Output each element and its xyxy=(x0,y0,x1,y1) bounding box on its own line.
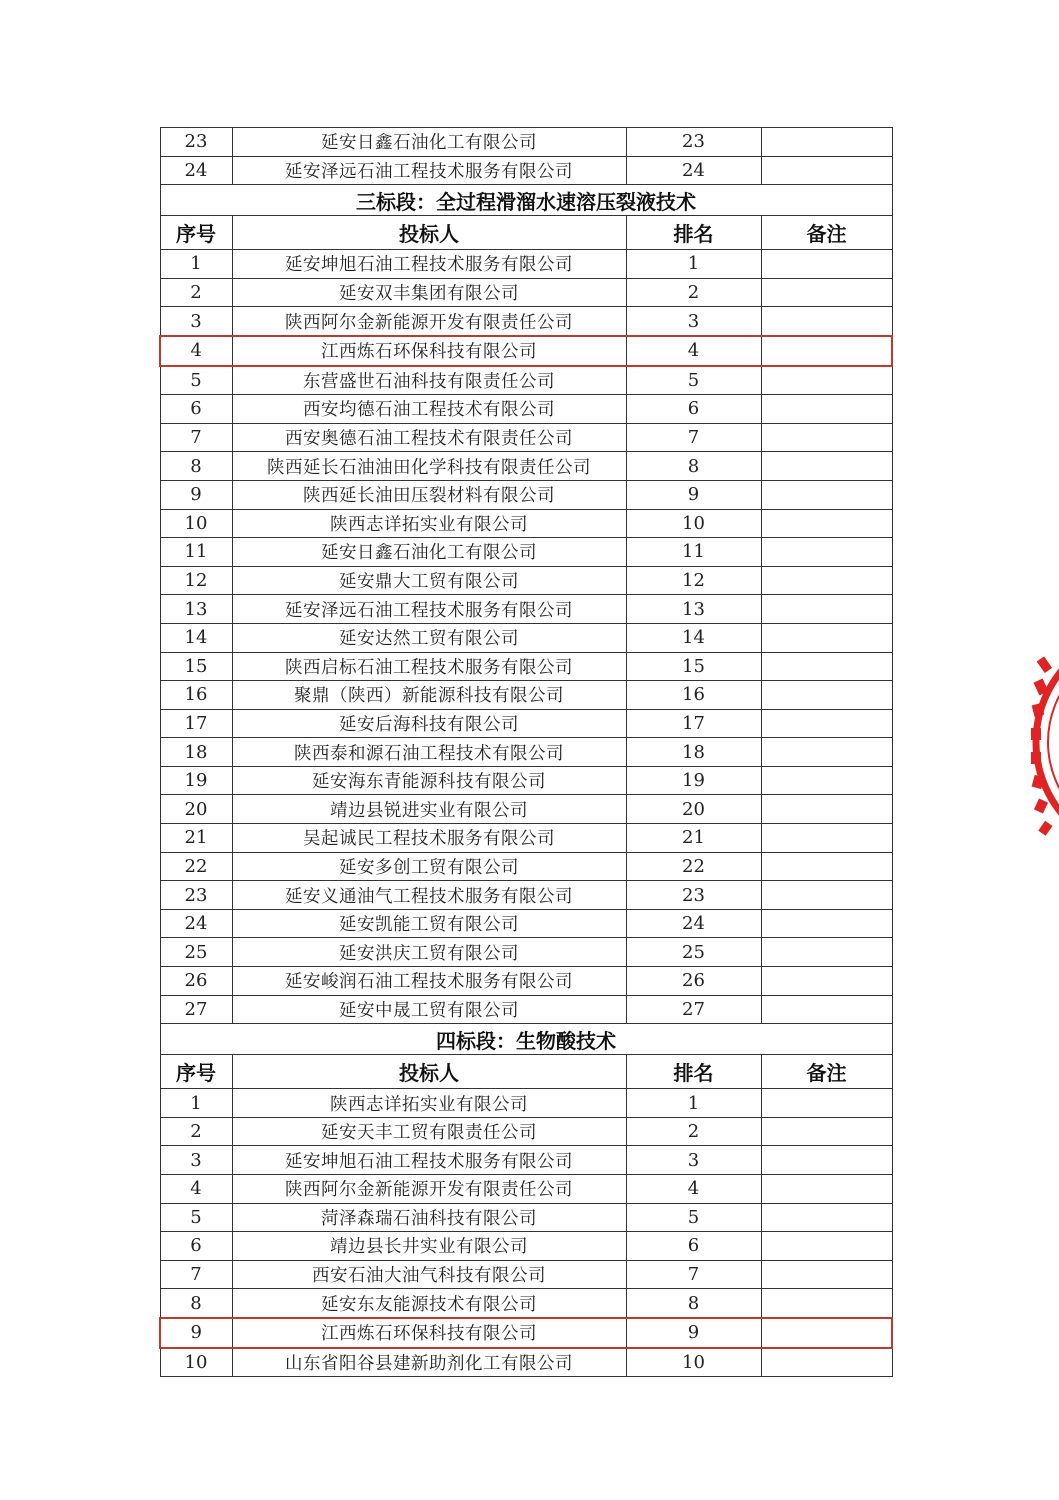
table-row xyxy=(160,852,892,881)
bidder-name: 延安日鑫石油化工有限公司 xyxy=(232,538,626,567)
rank-value: 15 xyxy=(626,652,761,681)
table-row xyxy=(160,1203,892,1232)
rank-value: 23 xyxy=(626,881,761,910)
rank-value: 9 xyxy=(626,1318,761,1348)
header-note: 备注 xyxy=(761,1055,892,1089)
row-number: 9 xyxy=(160,480,232,509)
rank-value: 4 xyxy=(626,336,761,366)
note-cell xyxy=(761,566,892,595)
bidder-name: 延安泽远石油工程技术服务有限公司 xyxy=(232,156,626,185)
section-title: 四标段：生物酸技术 xyxy=(160,1024,892,1055)
rank-value: 12 xyxy=(626,566,761,595)
bidder-name: 聚鼎（陕西）新能源科技有限公司 xyxy=(232,681,626,710)
bidder-name: 延安峻润石油工程技术服务有限公司 xyxy=(232,967,626,996)
table-row xyxy=(160,909,892,938)
note-cell xyxy=(761,967,892,996)
bidder-name: 西安奥德石油工程技术有限责任公司 xyxy=(232,423,626,452)
table-row xyxy=(160,938,892,967)
table-row xyxy=(160,795,892,824)
note-cell xyxy=(761,1260,892,1289)
rank-value: 9 xyxy=(626,480,761,509)
bidder-name: 延安鼎大工贸有限公司 xyxy=(232,566,626,595)
row-number: 4 xyxy=(160,1175,232,1204)
note-cell xyxy=(761,766,892,795)
row-number: 23 xyxy=(160,128,232,157)
table-row xyxy=(160,1260,892,1289)
bidder-name: 陕西启标石油工程技术服务有限公司 xyxy=(232,652,626,681)
rank-value: 26 xyxy=(626,967,761,996)
rank-value: 1 xyxy=(626,250,761,279)
table-row xyxy=(160,156,892,185)
rank-value: 14 xyxy=(626,623,761,652)
header-note: 备注 xyxy=(761,216,892,250)
note-cell xyxy=(761,1117,892,1146)
rank-value: 8 xyxy=(626,1289,761,1318)
bidder-name: 延安双丰集团有限公司 xyxy=(232,278,626,307)
header-rank: 排名 xyxy=(626,1055,761,1089)
bidder-name: 延安坤旭石油工程技术服务有限公司 xyxy=(232,1146,626,1175)
bidder-name: 延安日鑫石油化工有限公司 xyxy=(232,128,626,157)
section-title: 三标段：全过程滑溜水速溶压裂液技术 xyxy=(160,185,892,216)
note-cell xyxy=(761,250,892,279)
table-row xyxy=(160,738,892,767)
note-cell xyxy=(761,452,892,481)
row-number: 13 xyxy=(160,595,232,624)
bidder-name: 吴起诚民工程技术服务有限公司 xyxy=(232,824,626,853)
table-row xyxy=(160,1175,892,1204)
rank-value: 7 xyxy=(626,1260,761,1289)
row-number: 15 xyxy=(160,652,232,681)
row-number: 8 xyxy=(160,1289,232,1318)
header-number: 序号 xyxy=(160,216,232,250)
header-rank: 排名 xyxy=(626,216,761,250)
note-cell xyxy=(761,1289,892,1318)
table-row xyxy=(160,766,892,795)
row-number: 10 xyxy=(160,1348,232,1377)
bidder-name: 山东省阳谷县建新助剂化工有限公司 xyxy=(232,1348,626,1377)
note-cell xyxy=(761,307,892,336)
row-number: 23 xyxy=(160,881,232,910)
row-number: 12 xyxy=(160,566,232,595)
section-title-row xyxy=(160,1024,892,1055)
note-cell xyxy=(761,1232,892,1261)
bidder-name: 延安义通油气工程技术服务有限公司 xyxy=(232,881,626,910)
header-number: 序号 xyxy=(160,1055,232,1089)
bidder-name: 陕西延长油田压裂材料有限公司 xyxy=(232,480,626,509)
row-number: 1 xyxy=(160,250,232,279)
note-cell xyxy=(761,738,892,767)
note-cell xyxy=(761,909,892,938)
row-number: 2 xyxy=(160,278,232,307)
row-number: 25 xyxy=(160,938,232,967)
row-number: 16 xyxy=(160,681,232,710)
bidder-name: 西安石油大油气科技有限公司 xyxy=(232,1260,626,1289)
row-number: 5 xyxy=(160,366,232,395)
table-header-row xyxy=(160,216,892,250)
table-row xyxy=(160,824,892,853)
rank-value: 3 xyxy=(626,1146,761,1175)
note-cell xyxy=(761,366,892,395)
bidder-name: 延安洪庆工贸有限公司 xyxy=(232,938,626,967)
table-row xyxy=(160,1232,892,1261)
bidder-name: 陕西志详拓实业有限公司 xyxy=(232,1089,626,1118)
row-number: 5 xyxy=(160,1203,232,1232)
note-cell xyxy=(761,336,892,366)
bidder-name: 陕西志详拓实业有限公司 xyxy=(232,509,626,538)
row-number: 17 xyxy=(160,709,232,738)
rank-value: 13 xyxy=(626,595,761,624)
table-row xyxy=(160,452,892,481)
bidder-name: 靖边县长井实业有限公司 xyxy=(232,1232,626,1261)
bidder-name: 江西炼石环保科技有限公司 xyxy=(232,336,626,366)
table-row xyxy=(160,681,892,710)
note-cell xyxy=(761,423,892,452)
note-cell xyxy=(761,681,892,710)
note-cell xyxy=(761,538,892,567)
note-cell xyxy=(761,156,892,185)
note-cell xyxy=(761,1318,892,1348)
row-number: 20 xyxy=(160,795,232,824)
note-cell xyxy=(761,824,892,853)
bidder-name: 延安泽远石油工程技术服务有限公司 xyxy=(232,595,626,624)
rank-value: 22 xyxy=(626,852,761,881)
note-cell xyxy=(761,938,892,967)
table-row xyxy=(160,995,892,1024)
table-row xyxy=(160,307,892,336)
official-seal xyxy=(1028,632,1059,852)
table-row xyxy=(160,1146,892,1175)
bidder-name: 延安达然工贸有限公司 xyxy=(232,623,626,652)
rank-value: 5 xyxy=(626,1203,761,1232)
bidder-name: 菏泽森瑞石油科技有限公司 xyxy=(232,1203,626,1232)
row-number: 24 xyxy=(160,156,232,185)
table-row xyxy=(160,623,892,652)
note-cell xyxy=(761,595,892,624)
rank-value: 23 xyxy=(626,128,761,157)
rank-value: 1 xyxy=(626,1089,761,1118)
table-body xyxy=(160,128,892,1377)
note-cell xyxy=(761,1348,892,1377)
row-number: 14 xyxy=(160,623,232,652)
table-row xyxy=(160,423,892,452)
bidder-name: 陕西泰和源石油工程技术有限公司 xyxy=(232,738,626,767)
row-number: 24 xyxy=(160,909,232,938)
section-title-row xyxy=(160,185,892,216)
highlighted-table-row xyxy=(160,1318,892,1348)
rank-value: 6 xyxy=(626,1232,761,1261)
rank-value: 7 xyxy=(626,423,761,452)
bidder-name: 延安东友能源技术有限公司 xyxy=(232,1289,626,1318)
table-row xyxy=(160,967,892,996)
row-number: 19 xyxy=(160,766,232,795)
note-cell xyxy=(761,395,892,424)
note-cell xyxy=(761,278,892,307)
note-cell xyxy=(761,480,892,509)
rank-value: 24 xyxy=(626,156,761,185)
note-cell xyxy=(761,995,892,1024)
table-row xyxy=(160,709,892,738)
rank-value: 21 xyxy=(626,824,761,853)
row-number: 22 xyxy=(160,852,232,881)
bidder-name: 延安中晟工贸有限公司 xyxy=(232,995,626,1024)
note-cell xyxy=(761,623,892,652)
table-row xyxy=(160,278,892,307)
rank-value: 10 xyxy=(626,1348,761,1377)
rank-value: 8 xyxy=(626,452,761,481)
row-number: 8 xyxy=(160,452,232,481)
table-row xyxy=(160,395,892,424)
note-cell xyxy=(761,852,892,881)
table-row xyxy=(160,480,892,509)
row-number: 7 xyxy=(160,423,232,452)
rank-value: 4 xyxy=(626,1175,761,1204)
rank-value: 5 xyxy=(626,366,761,395)
row-number: 11 xyxy=(160,538,232,567)
rank-value: 20 xyxy=(626,795,761,824)
rank-value: 24 xyxy=(626,909,761,938)
rank-value: 6 xyxy=(626,395,761,424)
header-bidder: 投标人 xyxy=(232,1055,626,1089)
row-number: 2 xyxy=(160,1117,232,1146)
table-row xyxy=(160,1117,892,1146)
rank-value: 27 xyxy=(626,995,761,1024)
rank-value: 18 xyxy=(626,738,761,767)
seal-stamp-icon xyxy=(1028,632,1059,852)
table-row xyxy=(160,250,892,279)
bidder-name: 陕西延长石油油田化学科技有限责任公司 xyxy=(232,452,626,481)
bid-ranking-table xyxy=(159,127,893,1377)
row-number: 3 xyxy=(160,307,232,336)
row-number: 4 xyxy=(160,336,232,366)
bidder-name: 西安均德石油工程技术有限公司 xyxy=(232,395,626,424)
bidder-name: 靖边县锐进实业有限公司 xyxy=(232,795,626,824)
rank-value: 2 xyxy=(626,1117,761,1146)
table-row xyxy=(160,366,892,395)
rank-value: 25 xyxy=(626,938,761,967)
table-row xyxy=(160,566,892,595)
bidder-name: 延安后海科技有限公司 xyxy=(232,709,626,738)
rank-value: 3 xyxy=(626,307,761,336)
bidder-name: 延安凯能工贸有限公司 xyxy=(232,909,626,938)
table-row xyxy=(160,881,892,910)
row-number: 10 xyxy=(160,509,232,538)
table-row xyxy=(160,128,892,157)
bidder-name: 延安坤旭石油工程技术服务有限公司 xyxy=(232,250,626,279)
table-row xyxy=(160,538,892,567)
table-row xyxy=(160,1289,892,1318)
rank-value: 17 xyxy=(626,709,761,738)
bidder-name: 延安多创工贸有限公司 xyxy=(232,852,626,881)
row-number: 27 xyxy=(160,995,232,1024)
rank-value: 16 xyxy=(626,681,761,710)
note-cell xyxy=(761,795,892,824)
table-row xyxy=(160,652,892,681)
bidder-name: 江西炼石环保科技有限公司 xyxy=(232,1318,626,1348)
note-cell xyxy=(761,1146,892,1175)
bidder-name: 延安天丰工贸有限责任公司 xyxy=(232,1117,626,1146)
bidder-name: 东营盛世石油科技有限责任公司 xyxy=(232,366,626,395)
table-row xyxy=(160,1089,892,1118)
table-header-row xyxy=(160,1055,892,1089)
row-number: 18 xyxy=(160,738,232,767)
note-cell xyxy=(761,128,892,157)
bidder-name: 陕西阿尔金新能源开发有限责任公司 xyxy=(232,1175,626,1204)
note-cell xyxy=(761,1203,892,1232)
rank-value: 10 xyxy=(626,509,761,538)
note-cell xyxy=(761,881,892,910)
row-number: 26 xyxy=(160,967,232,996)
bidder-name: 陕西阿尔金新能源开发有限责任公司 xyxy=(232,307,626,336)
note-cell xyxy=(761,1089,892,1118)
table-row xyxy=(160,1348,892,1377)
row-number: 6 xyxy=(160,395,232,424)
row-number: 3 xyxy=(160,1146,232,1175)
rank-value: 2 xyxy=(626,278,761,307)
row-number: 1 xyxy=(160,1089,232,1118)
row-number: 9 xyxy=(160,1318,232,1348)
rank-value: 19 xyxy=(626,766,761,795)
table-row xyxy=(160,509,892,538)
note-cell xyxy=(761,709,892,738)
highlighted-table-row xyxy=(160,336,892,366)
note-cell xyxy=(761,652,892,681)
row-number: 7 xyxy=(160,1260,232,1289)
header-bidder: 投标人 xyxy=(232,216,626,250)
bidder-name: 延安海东青能源科技有限公司 xyxy=(232,766,626,795)
row-number: 21 xyxy=(160,824,232,853)
table-row xyxy=(160,595,892,624)
note-cell xyxy=(761,1175,892,1204)
row-number: 6 xyxy=(160,1232,232,1261)
note-cell xyxy=(761,509,892,538)
rank-value: 11 xyxy=(626,538,761,567)
